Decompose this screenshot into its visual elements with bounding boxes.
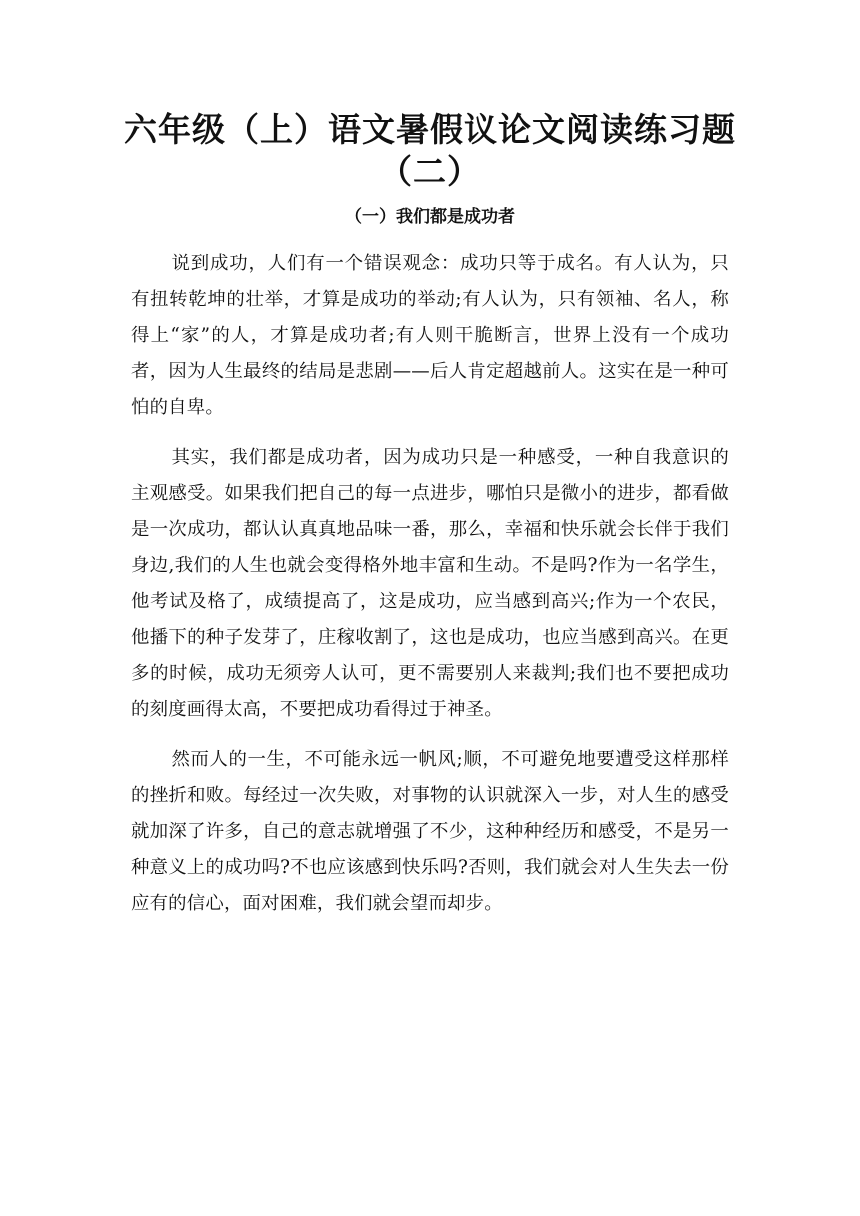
document-title-line-1: 六年级（上）语文暑假议论文阅读练习题 xyxy=(124,110,736,149)
article-body xyxy=(131,246,729,936)
paragraph-2: 其实，我们都是成功者，因为成功只是一种感受，一种自我意识的主观感受。如果我们把自己的每一点进步，哪怕只是微小的进步，都看做是一次成功，都认认真真地品味一番，那么，幸福和快乐就会长伴于我们身边,我们的人生也就会变得格外地丰富和生动。不是吗?作为一名学生，他考试及格了，成绩提高了，这是成功，应当感到高兴;作为一个农民，他播下的种子发芽了，庄稼收割了，这也是成功，也应当感到高兴。在更多的时候，成功无须旁人认可，更不需要别人来裁判;我们也不要把成功的刻度画得太高，不要把成功看得过于神圣。 xyxy=(131,447,729,720)
paragraph-1: 说到成功，人们有一个错误观念：成功只等于成名。有人认为，只有扭转乾坤的壮举，才算是成功的举动;有人认为，只有领袖、名人，称得上“家”的人，才算是成功者;有人则干脆断言，世界上没有一个成功者，因为人生最终的结局是悲剧——后人肯定超越前人。这实在是一种可怕的自卑。 xyxy=(131,253,729,418)
document-title-line-2: （二） xyxy=(379,152,481,191)
paragraph-3: 然而人的一生，不可能永远一帆风;顺，不可避免地要遭受这样那样的挫折和败。每经过一次失败，对事物的认识就深入一步，对人生的感受就加深了许多，自己的意志就增强了不少，这种种经历和感受，不是另一种意义上的成功吗?不也应该感到快乐吗?否则，我们就会对人生失去一份应有的信心，面对困难，我们就会望而却步。 xyxy=(131,749,729,914)
section-heading: （一）我们都是成功者 xyxy=(345,207,515,227)
